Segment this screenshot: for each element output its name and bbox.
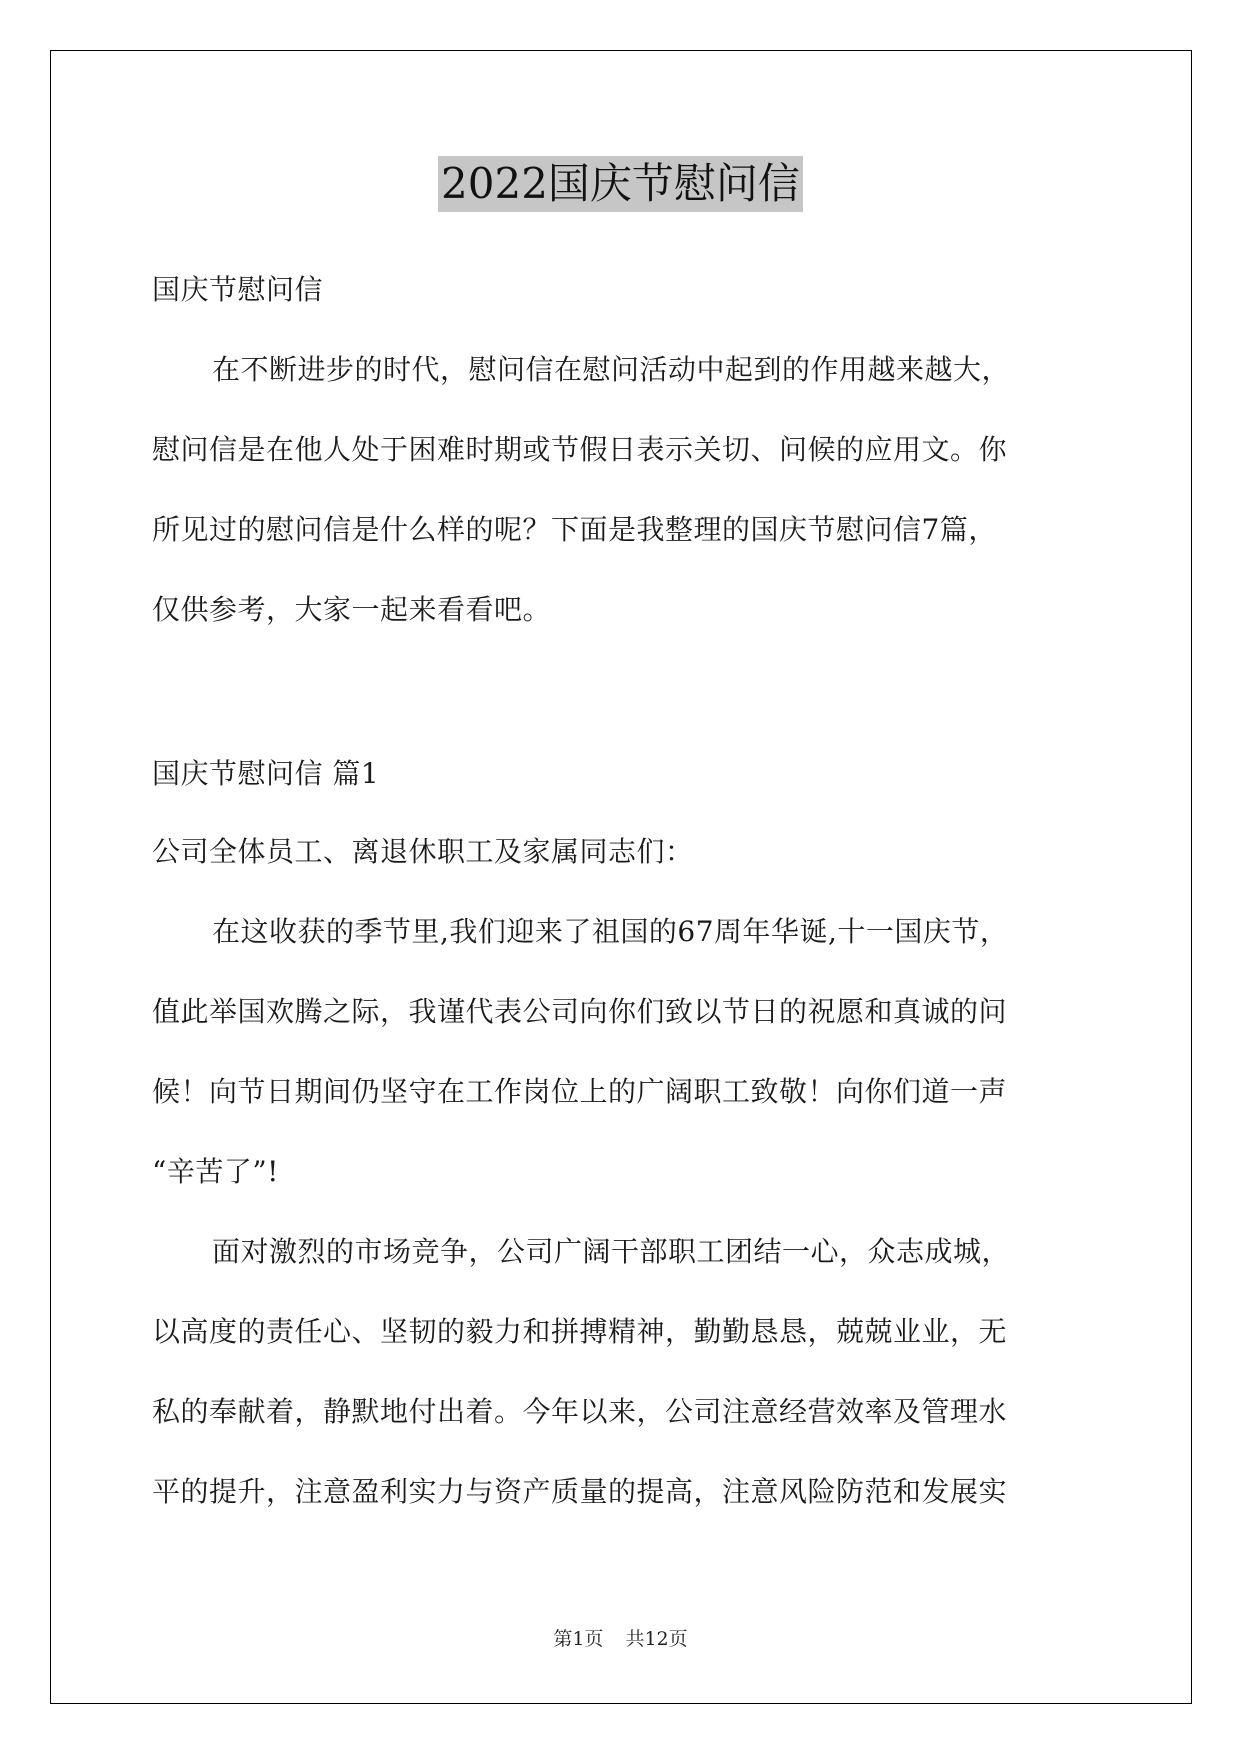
paragraph-line: 平的提升，注意盈利实力与资产质量的提高，注意风险防范和发展实 xyxy=(152,1475,1008,1508)
paragraph-line: 面对激烈的市场竞争，公司广阔干部职工团结一心，众志成城， xyxy=(212,1235,1011,1268)
paragraph-line: 值此举国欢腾之际，我谨代表公司向你们致以节日的祝愿和真诚的问 xyxy=(152,995,1008,1028)
page-total: 共12页 xyxy=(625,1628,688,1650)
paragraph-line: 候！向节日期间仍坚守在工作岗位上的广阔职工致敬！向你们道一声 xyxy=(152,1075,1008,1108)
title-container xyxy=(0,156,1241,212)
salutation-line: 公司全体员工、离退休职工及家属同志们： xyxy=(152,835,694,868)
paragraph-line: 在这收获的季节里,我们迎来了祖国的67周年华诞,十一国庆节， xyxy=(212,915,1009,948)
page-footer xyxy=(0,1626,1241,1652)
page-number: 第1页 xyxy=(553,1628,604,1650)
paragraph-line: 私的奉献着，静默地付出着。今年以来，公司注意经营效率及管理水 xyxy=(152,1395,1008,1428)
document-title: 2022国庆节慰问信 xyxy=(438,156,803,212)
subtitle-line: 国庆节慰问信 xyxy=(152,273,324,306)
paragraph-line: 以高度的责任心、坚韧的毅力和拼搏精神，勤勤恳恳，兢兢业业，无 xyxy=(152,1315,1008,1348)
section-heading: 国庆节慰问信 篇1 xyxy=(152,757,380,790)
paragraph-line: 所见过的慰问信是什么样的呢？下面是我整理的国庆节慰问信7篇， xyxy=(152,513,997,546)
paragraph-line: 仅供参考，大家一起来看看吧。 xyxy=(152,593,552,626)
paragraph-line: “辛苦了”! xyxy=(152,1155,279,1188)
paragraph-line: 慰问信是在他人处于困难时期或节假日表示关切、问候的应用文。你 xyxy=(152,433,1008,466)
paragraph-line: 在不断进步的时代，慰问信在慰问活动中起到的作用越来越大， xyxy=(212,353,1011,386)
